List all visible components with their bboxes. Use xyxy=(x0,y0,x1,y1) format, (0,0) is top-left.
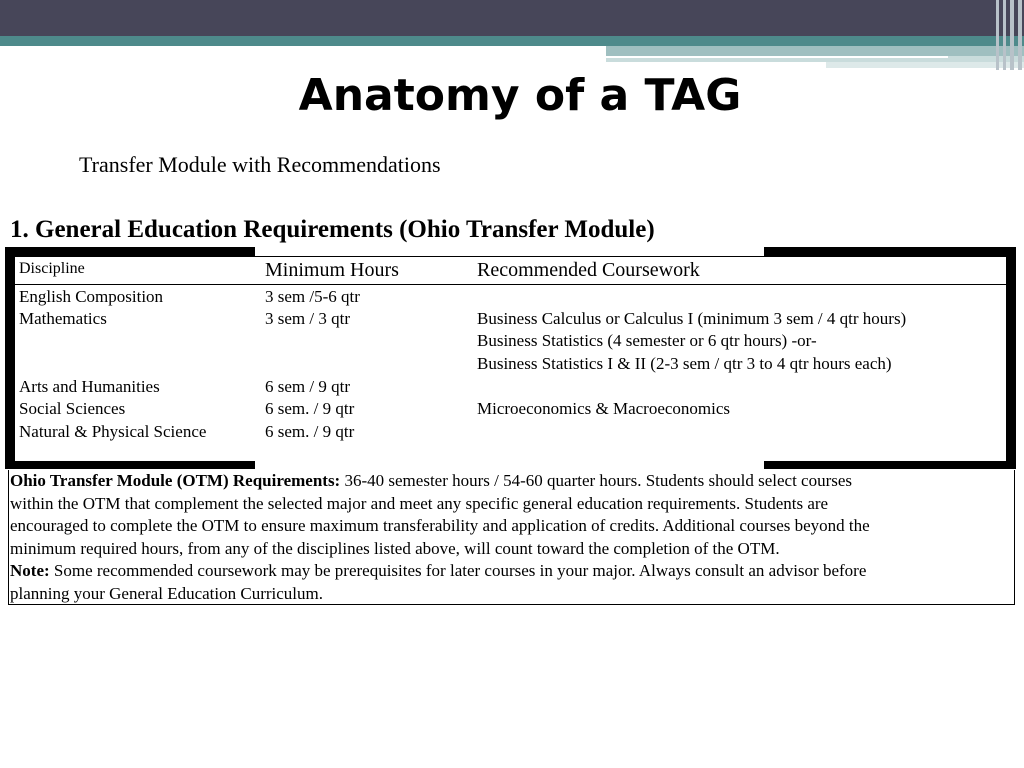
header-discipline: Discipline xyxy=(19,260,85,277)
table-cell-hours: 6 sem / 9 qtr xyxy=(265,377,350,396)
otm-text-line: within the OTM that complement the selected major and meet any specific general education requirements. Students are xyxy=(10,493,829,513)
otm-text-line: minimum required hours, from any of the disciplines listed above, will count toward the completion of the OTM. xyxy=(10,538,780,558)
note-text-line: Some recommended coursework may be prerequisites for later courses in your major. Always consult an advisor before xyxy=(49,561,867,580)
table-cell-discipline: Social Sciences xyxy=(19,399,126,418)
otm-text-line: 36-40 semester hours / 54-60 quarter hours. Students should select courses xyxy=(340,471,853,490)
slide-corner-stripes xyxy=(994,0,1024,70)
header-recommended-coursework: Recommended Coursework xyxy=(477,259,700,281)
table-cell-recommended: Microeconomics & Macroeconomics xyxy=(477,399,731,418)
table-header-divider xyxy=(15,284,1006,285)
table-cell-hours: 6 sem. / 9 qtr xyxy=(265,422,355,441)
section-heading: 1. General Education Requirements (Ohio Transfer Module) xyxy=(10,216,661,244)
slide-top-bar xyxy=(0,0,1024,36)
table-frame-bottom-left xyxy=(5,461,255,469)
table-frame-right xyxy=(1006,247,1016,467)
header-minimum-hours: Minimum Hours xyxy=(265,259,399,281)
table-cell-hours: 6 sem. / 9 qtr xyxy=(265,399,355,418)
slide-subtitle: Transfer Module with Recommendations xyxy=(79,152,441,177)
table-cell-recommended: Business Statistics (4 semester or 6 qtr hours) -or- xyxy=(477,331,817,350)
slide-title: Anatomy of a TAG xyxy=(298,70,742,121)
slide-teal-band xyxy=(0,36,1024,46)
table-cell-discipline: Arts and Humanities xyxy=(19,377,160,396)
table-frame-left xyxy=(5,247,15,467)
table-frame-bottom-right xyxy=(764,461,1016,469)
slide-accent-line xyxy=(606,56,948,58)
note-text-line: planning your General Education Curriculum. xyxy=(10,583,323,603)
table-cell-recommended: Business Statistics I & II (2-3 sem / qtr 3 to 4 qtr hours each) xyxy=(477,354,892,373)
table-cell-recommended: Business Calculus or Calculus I (minimum 3 sem / 4 qtr hours) xyxy=(477,309,907,328)
otm-text-line: encouraged to complete the OTM to ensure maximum transferability and application of credits. Additional courses beyond the xyxy=(10,516,870,535)
otm-paragraph xyxy=(9,470,1014,493)
table-cell-hours: 3 sem /5-6 qtr xyxy=(265,287,360,306)
note-label: Note: xyxy=(10,561,50,580)
otm-label: Ohio Transfer Module (OTM) Requirements: xyxy=(10,471,341,490)
table-cell-discipline: Mathematics xyxy=(19,309,107,328)
slide-teal-band-light xyxy=(606,46,1024,56)
table-cell-discipline: Natural & Physical Science xyxy=(19,422,207,441)
table-cell-discipline: English Composition xyxy=(19,287,164,306)
otm-notes-box xyxy=(8,470,1015,605)
table-cell-hours: 3 sem / 3 qtr xyxy=(265,309,350,328)
note-paragraph xyxy=(9,560,1014,583)
